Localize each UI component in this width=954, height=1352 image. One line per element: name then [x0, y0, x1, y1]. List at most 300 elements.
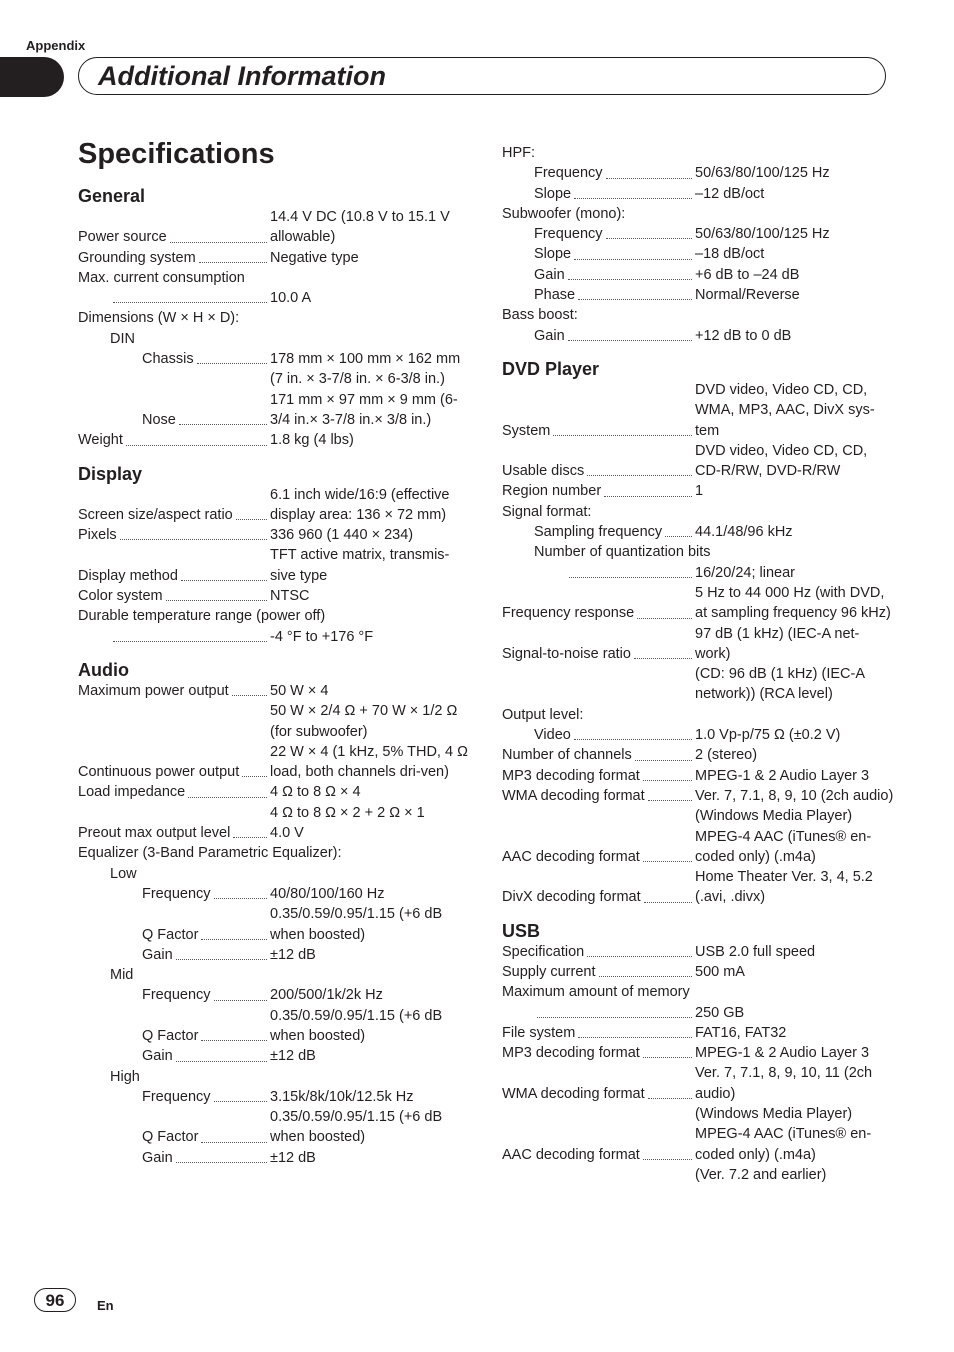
- spec-label: [78, 207, 270, 248]
- spec-label-text: Continuous power output: [78, 764, 240, 781]
- spec-label: [78, 945, 270, 965]
- spec-label-text: Frequency: [142, 885, 211, 902]
- spec-value: ±12 dB: [270, 946, 316, 963]
- spec-row: [502, 380, 894, 441]
- spec-value: 171 mm × 97 mm × 9 mm (6-3/4 in.× 3-7/8 in.× 3/8 in.): [270, 391, 458, 428]
- spec-label: [78, 349, 270, 369]
- spec-row: [502, 441, 894, 482]
- spec-row: [502, 184, 894, 204]
- spec-label-text: Gain: [142, 1149, 173, 1166]
- spec-value: 50/63/80/100/125 Hz: [695, 226, 830, 243]
- left-column: [78, 185, 470, 1180]
- spec-row: [78, 1006, 470, 1047]
- dot-leader: [181, 580, 267, 581]
- dot-leader: [201, 1040, 267, 1041]
- dot-leader: [578, 299, 692, 300]
- spec-row: [78, 681, 470, 701]
- spec-label-text: Number of channels: [502, 747, 632, 764]
- spec-label-text: Sampling frequency: [534, 524, 663, 541]
- dot-leader: [197, 363, 267, 364]
- spec-label: [78, 701, 270, 742]
- spec-value: MPEG-1 & 2 Audio Layer 3: [695, 767, 870, 784]
- spec-label: [502, 522, 695, 542]
- spec-row: [502, 481, 894, 501]
- spec-subheading: Mid: [110, 967, 134, 984]
- dot-leader: [199, 262, 267, 263]
- spec-value: Ver. 7, 7.1, 8, 9, 10, 11 (2ch audio): [695, 1065, 873, 1102]
- dot-leader: [606, 238, 692, 239]
- spec-value: 10.0 A: [270, 290, 312, 307]
- spec-row: [502, 725, 894, 745]
- dot-leader: [599, 976, 693, 977]
- spec-row: [78, 1046, 470, 1066]
- spec-label: [502, 265, 695, 285]
- spec-section: [502, 358, 894, 908]
- spec-value: (7 in. × 3-7/8 in. × 6-3/8 in.): [270, 371, 445, 388]
- spec-label-text: Gain: [534, 327, 565, 344]
- spec-label: [502, 1023, 695, 1043]
- spec-label-text: AAC decoding format: [502, 848, 640, 865]
- spec-row: [502, 244, 894, 264]
- spec-label: [78, 545, 270, 586]
- spec-value: 4 Ω to 8 Ω × 2 + 2 Ω × 1: [270, 804, 425, 821]
- spec-row: [502, 285, 894, 305]
- spec-label-text: Q Factor: [142, 1027, 199, 1044]
- spec-label-text: Chassis: [142, 351, 194, 368]
- spec-value: 250 GB: [695, 1004, 745, 1021]
- spec-value: 14.4 V DC (10.8 V to 15.1 V allowable): [270, 209, 450, 246]
- spec-row: [78, 782, 470, 802]
- spec-row: [78, 369, 470, 389]
- spec-value: 40/80/100/160 Hz: [270, 885, 385, 902]
- dot-leader: [604, 496, 692, 497]
- spec-label: [78, 390, 270, 431]
- spec-label-text: Frequency response: [502, 605, 635, 622]
- spec-label: [78, 288, 270, 308]
- spec-label: [502, 481, 695, 501]
- spec-subheading: Output level:: [502, 706, 584, 723]
- spec-label-text: Gain: [534, 266, 565, 283]
- spec-label: [78, 627, 270, 647]
- spec-label-text: Maximum power output: [78, 682, 229, 699]
- language-code: En: [97, 1298, 114, 1313]
- spec-label-text: AAC decoding format: [502, 1146, 640, 1163]
- dot-leader: [569, 577, 692, 578]
- spec-value: FAT16, FAT32: [695, 1024, 787, 1041]
- spec-row: [78, 945, 470, 965]
- dot-leader: [568, 279, 692, 280]
- spec-value: –12 dB/oct: [695, 185, 765, 202]
- spec-row: [502, 1023, 894, 1043]
- spec-value: 22 W × 4 (1 kHz, 5% THD, 4 Ω load, both channels dri-ven): [270, 743, 468, 781]
- spec-label: [502, 326, 695, 346]
- spec-section: [502, 143, 894, 346]
- spec-row: [502, 563, 894, 583]
- spec-value: ±12 dB: [270, 1048, 316, 1065]
- dot-leader: [643, 1057, 692, 1058]
- spec-row: [78, 288, 470, 308]
- spec-subheading: Maximum amount of memory: [502, 984, 690, 1001]
- dot-leader: [113, 302, 267, 303]
- dot-leader: [233, 837, 267, 838]
- spec-value: 16/20/24; linear: [695, 564, 795, 581]
- spec-value: (CD: 96 dB (1 kHz) (IEC-A network)) (RCA level): [695, 666, 865, 703]
- dot-leader: [236, 519, 267, 520]
- dot-leader: [170, 242, 267, 243]
- dot-leader: [643, 780, 692, 781]
- spec-row: [78, 525, 470, 545]
- spec-label: [78, 681, 270, 701]
- spec-label: [78, 248, 270, 268]
- spec-label: [78, 823, 270, 843]
- spec-label-text: Supply current: [502, 963, 596, 980]
- dot-leader: [568, 340, 692, 341]
- spec-row: [78, 1087, 470, 1107]
- spec-label-text: Q Factor: [142, 926, 199, 943]
- spec-value: +12 dB to 0 dB: [695, 327, 792, 344]
- spec-value: 0.35/0.59/0.95/1.15 (+6 dB when boosted): [270, 1007, 443, 1044]
- spec-label-text: Frequency: [142, 1088, 211, 1105]
- spec-label: [78, 884, 270, 904]
- spec-label: [502, 962, 695, 982]
- spec-row: [78, 349, 470, 369]
- spec-value: DVD video, Video CD, CD, CD-R/RW, DVD-R/RW: [695, 442, 868, 480]
- spec-value: Ver. 7, 7.1, 8, 9, 10 (2ch audio): [695, 787, 894, 804]
- dot-leader: [188, 797, 267, 798]
- spec-label: [78, 904, 270, 945]
- spec-row: [78, 803, 470, 823]
- spec-subheading: Durable temperature range (power off): [78, 608, 326, 625]
- spec-row: [502, 163, 894, 183]
- spec-label: [78, 803, 270, 823]
- spec-label-text: Usable discs: [502, 463, 585, 480]
- spec-row: [78, 742, 470, 783]
- spec-row: [502, 1003, 894, 1023]
- spec-label-text: System: [502, 422, 551, 439]
- spec-row: [78, 586, 470, 606]
- spec-value: 5 Hz to 44 000 Hz (with DVD, at sampling frequency 96 kHz): [695, 584, 891, 622]
- dot-leader: [179, 424, 267, 425]
- spec-subheading: Bass boost:: [502, 307, 578, 324]
- spec-label-text: MP3 decoding format: [502, 1045, 640, 1062]
- dot-leader: [665, 536, 692, 537]
- spec-section: [78, 659, 470, 1168]
- spec-row: [502, 522, 894, 542]
- dot-leader: [643, 1159, 692, 1160]
- section-heading: General: [78, 186, 146, 206]
- dot-leader: [176, 1162, 267, 1163]
- spec-label: [78, 782, 270, 802]
- spec-label-text: Signal-to-noise ratio: [502, 645, 631, 662]
- spec-value: –18 dB/oct: [695, 246, 765, 263]
- spec-label: [502, 184, 695, 204]
- spec-row: [502, 624, 894, 665]
- spec-row: [502, 745, 894, 765]
- spec-label: [502, 867, 695, 908]
- spec-label: [502, 1124, 695, 1165]
- spec-label: [502, 380, 695, 441]
- spec-value: 50 W × 4: [270, 682, 329, 699]
- spec-label: [502, 806, 695, 826]
- spec-row: [78, 485, 470, 526]
- dot-leader: [214, 1000, 267, 1001]
- spec-value: 1: [695, 483, 704, 500]
- spec-label: [78, 369, 270, 389]
- spec-row: [502, 766, 894, 786]
- dot-leader: [587, 475, 692, 476]
- spec-label-text: Gain: [142, 946, 173, 963]
- spec-row: [502, 786, 894, 806]
- section-heading: Display: [78, 463, 143, 484]
- spec-label: [502, 725, 695, 745]
- spec-label-text: Weight: [78, 432, 123, 449]
- spec-label: [502, 563, 695, 583]
- spec-value: MPEG-1 & 2 Audio Layer 3: [695, 1045, 870, 1062]
- dot-leader: [537, 1017, 692, 1018]
- spec-row: [502, 827, 894, 868]
- dot-leader: [201, 939, 267, 940]
- spec-value: (Windows Media Player): [695, 808, 853, 825]
- spec-row: [78, 627, 470, 647]
- spec-value: 44.1/48/96 kHz: [695, 524, 793, 541]
- spec-value: NTSC: [270, 588, 310, 605]
- spec-label: [78, 1107, 270, 1148]
- spec-value: Normal/Reverse: [695, 287, 800, 304]
- spec-label-text: Frequency: [142, 987, 211, 1004]
- spec-row: [78, 985, 470, 1005]
- spec-row: [78, 904, 470, 945]
- spec-label-text: Screen size/aspect ratio: [78, 506, 233, 523]
- spec-label-text: WMA decoding format: [502, 787, 645, 804]
- spec-label-text: Gain: [142, 1048, 173, 1065]
- spec-label-text: Region number: [502, 483, 602, 500]
- spec-value: Negative type: [270, 249, 359, 266]
- spec-label: [78, 485, 270, 526]
- spec-value: 0.35/0.59/0.95/1.15 (+6 dB when boosted): [270, 1109, 443, 1146]
- dot-leader: [574, 259, 692, 260]
- spec-label: [502, 786, 695, 806]
- spec-value: 1.8 kg (4 lbs): [270, 432, 354, 449]
- spec-label: [502, 441, 695, 482]
- spec-value: 3.15k/8k/10k/12.5k Hz: [270, 1088, 414, 1105]
- spec-label: [502, 1165, 695, 1185]
- spec-label-text: Grounding system: [78, 249, 196, 266]
- spec-section: [502, 920, 894, 1186]
- dot-leader: [574, 739, 692, 740]
- spec-label: [78, 1148, 270, 1168]
- spec-label-text: MP3 decoding format: [502, 767, 640, 784]
- spec-label: [502, 1063, 695, 1104]
- spec-value: 200/500/1k/2k Hz: [270, 987, 383, 1004]
- spec-subheading: HPF:: [502, 145, 536, 161]
- spec-value: Home Theater Ver. 3, 4, 5.2 (.avi, .divx): [695, 869, 873, 906]
- spec-row: [78, 1107, 470, 1148]
- spec-value: 4 Ω to 8 Ω × 4: [270, 784, 361, 801]
- spec-label: [78, 1087, 270, 1107]
- spec-label: [502, 827, 695, 868]
- dot-leader: [648, 1098, 692, 1099]
- spec-value: (Windows Media Player): [695, 1106, 853, 1123]
- spec-value: 97 dB (1 kHz) (IEC-A net-work): [695, 625, 860, 662]
- dot-leader: [648, 800, 692, 801]
- dot-leader: [634, 658, 692, 659]
- spec-row: [78, 884, 470, 904]
- spec-row: [78, 207, 470, 248]
- spec-label: [502, 583, 695, 624]
- spec-value: MPEG-4 AAC (iTunes® en-coded only) (.m4a): [695, 828, 872, 865]
- spec-subheading: Max. current consumption: [78, 269, 245, 286]
- spec-label-text: Slope: [534, 185, 572, 202]
- spec-subheading: Dimensions (W × H × D):: [78, 310, 240, 327]
- spec-row: [502, 806, 894, 826]
- dot-leader: [232, 695, 267, 696]
- spec-subheading: Low: [110, 865, 137, 882]
- spec-row: [502, 867, 894, 908]
- spec-label-text: Nose: [142, 411, 176, 428]
- spec-value: 6.1 inch wide/16:9 (effective display area: 136 × 72 mm): [270, 486, 450, 523]
- spec-value: 178 mm × 100 mm × 162 mm: [270, 351, 461, 368]
- spec-row: [78, 430, 470, 450]
- spec-label-text: Preout max output level: [78, 825, 231, 842]
- spec-label: [502, 1104, 695, 1124]
- spec-subheading: High: [110, 1068, 140, 1085]
- spec-subheading: Equalizer (3-Band Parametric Equalizer):: [78, 845, 342, 862]
- spec-value: 2 (stereo): [695, 747, 758, 764]
- spec-value: 336 960 (1 440 × 234): [270, 527, 414, 544]
- spec-row: [78, 823, 470, 843]
- spec-label: [78, 985, 270, 1005]
- spec-value: -4 °F to +176 °F: [270, 628, 374, 645]
- spec-label: [78, 586, 270, 606]
- spec-label-text: Pixels: [78, 527, 117, 544]
- spec-label-text: Frequency: [534, 226, 603, 243]
- spec-label: [78, 742, 270, 783]
- dot-leader: [166, 600, 267, 601]
- spec-row: [502, 1165, 894, 1185]
- page-title: Specifications: [78, 138, 275, 170]
- spec-value: 50 W × 2/4 Ω + 70 W × 1/2 Ω (for subwoofer): [270, 703, 458, 740]
- spec-label: [502, 745, 695, 765]
- spec-subheading: Signal format:: [502, 503, 592, 520]
- spec-label: [502, 1043, 695, 1063]
- spec-label-text: Display method: [78, 567, 178, 584]
- spec-label: [502, 664, 695, 705]
- spec-row: [502, 1124, 894, 1165]
- spec-row: [78, 390, 470, 431]
- dot-leader: [242, 776, 267, 777]
- spec-value: +6 dB to –24 dB: [695, 266, 800, 283]
- section-title: Additional Information: [98, 61, 386, 91]
- spec-value: 0.35/0.59/0.95/1.15 (+6 dB when boosted): [270, 906, 443, 943]
- spec-row: [502, 1063, 894, 1104]
- dot-leader: [644, 902, 692, 903]
- spec-value: MPEG-4 AAC (iTunes® en-coded only) (.m4a): [695, 1126, 872, 1163]
- spec-value: TFT active matrix, transmis-sive type: [270, 547, 450, 584]
- spec-label-text: DivX decoding format: [502, 889, 641, 906]
- spec-label-text: File system: [502, 1024, 576, 1041]
- dot-leader: [113, 641, 267, 642]
- section-heading: Audio: [78, 659, 129, 680]
- dot-leader: [637, 618, 692, 619]
- spec-value: 50/63/80/100/125 Hz: [695, 165, 830, 182]
- spec-value: DVD video, Video CD, CD, WMA, MP3, AAC, DivX sys-tem: [695, 381, 875, 439]
- spec-value: 1.0 Vp-p/75 Ω (±0.2 V): [695, 727, 841, 744]
- spec-label: [502, 224, 695, 244]
- spec-label: [78, 430, 270, 450]
- spec-label: [502, 766, 695, 786]
- dot-leader: [120, 539, 267, 540]
- dot-leader: [578, 1037, 692, 1038]
- spec-row: [502, 224, 894, 244]
- spec-value: 500 mA: [695, 963, 745, 980]
- section-heading: DVD Player: [502, 358, 600, 379]
- spec-row: [78, 701, 470, 742]
- spec-label: [502, 244, 695, 264]
- spec-label: [502, 285, 695, 305]
- section-heading: USB: [502, 920, 541, 941]
- dot-leader: [553, 435, 692, 436]
- spec-label-text: Frequency: [534, 165, 603, 182]
- spec-row: [502, 265, 894, 285]
- spec-label: [78, 1006, 270, 1047]
- dot-leader: [587, 956, 692, 957]
- spec-label-text: Phase: [534, 287, 576, 304]
- spec-label-text: Slope: [534, 246, 572, 263]
- spec-label-text: Specification: [502, 943, 585, 960]
- spec-section: [78, 185, 470, 451]
- dot-leader: [201, 1142, 267, 1143]
- dot-leader: [643, 861, 692, 862]
- spec-label: [78, 525, 270, 545]
- spec-row: [78, 545, 470, 586]
- dot-leader: [176, 1061, 267, 1062]
- page-number: 96: [34, 1288, 76, 1312]
- spec-label-text: Power source: [78, 229, 167, 246]
- spec-value: ±12 dB: [270, 1149, 316, 1166]
- spec-label-text: WMA decoding format: [502, 1085, 645, 1102]
- spec-row: [502, 942, 894, 962]
- spec-label: [502, 624, 695, 665]
- spec-row: [78, 248, 470, 268]
- dot-leader: [635, 760, 692, 761]
- dot-leader: [574, 198, 692, 199]
- spec-value: USB 2.0 full speed: [695, 943, 816, 960]
- appendix-label: Appendix: [26, 38, 86, 53]
- spec-label: [502, 942, 695, 962]
- spec-value: (Ver. 7.2 and earlier): [695, 1166, 827, 1183]
- dot-leader: [126, 445, 267, 446]
- dot-leader: [176, 959, 267, 960]
- spec-subheading: Number of quantization bits: [534, 544, 711, 561]
- spec-row: [502, 1104, 894, 1124]
- spec-row: [502, 962, 894, 982]
- spec-row: [502, 583, 894, 624]
- spec-label: [78, 1046, 270, 1066]
- spec-value: 4.0 V: [270, 825, 304, 842]
- spec-label: [502, 1003, 695, 1023]
- dot-leader: [214, 1101, 267, 1102]
- spec-subheading: Subwoofer (mono):: [502, 205, 626, 222]
- spec-label-text: Q Factor: [142, 1129, 199, 1146]
- spec-row: [502, 664, 894, 705]
- spec-row: [78, 1148, 470, 1168]
- spec-label-text: Load impedance: [78, 784, 186, 801]
- spec-row: [502, 326, 894, 346]
- right-column: [502, 143, 894, 1197]
- spec-label: [502, 163, 695, 183]
- spec-label-text: Video: [534, 727, 571, 744]
- dot-leader: [214, 898, 267, 899]
